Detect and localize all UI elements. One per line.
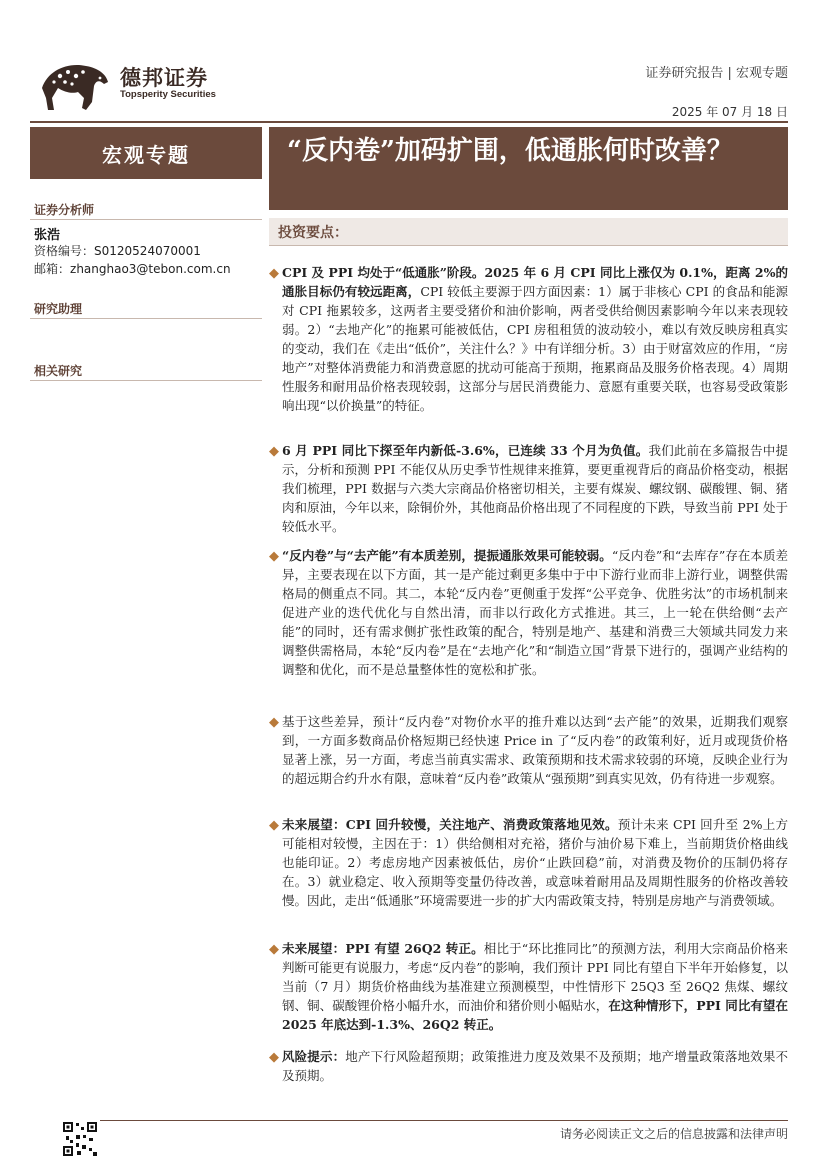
paragraph-body: 基于这些差异，预计“反内卷”对物价水平的推升难以达到“去产能”的效果，近期我们观察到，一方面多数商品价格短期已经快速 Price in 了“反内卷”的政策利好，近月或现货价格显著上涨，另一方面，考虑当前真实需求、政策预期和技术需求较弱的环境，反映企业行为的超远期合约升水有限，意味着“反内卷”政策从“强预期”到真实见效，仍有待进一步观察。	[282, 714, 788, 786]
email-link[interactable]: zhanghao3@tebon.com.cn	[70, 262, 231, 276]
footer-divider	[100, 1120, 788, 1121]
related-research-heading: 相关研究	[34, 364, 83, 378]
diamond-bullet-icon: ◆	[269, 444, 279, 459]
paragraph-body: 地产下行风险超预期；政策推进力度及效果不及预期；地产增量政策落地效果不及预期。	[282, 1049, 788, 1083]
cert-label: 资格编号：	[34, 244, 95, 258]
paragraph-lead: 未来展望：PPI 有望 26Q2 转正。	[282, 941, 484, 956]
cert-value: S0120524070001	[94, 244, 201, 258]
brand-name-english: Topsperity Securities	[120, 89, 216, 100]
sidebar-divider	[30, 318, 262, 319]
key-point-paragraph	[269, 546, 789, 679]
key-point-paragraph	[269, 712, 788, 788]
diamond-bullet-icon: ◆	[269, 942, 279, 957]
sidebar-divider	[30, 219, 262, 220]
qr-code-icon	[62, 1121, 98, 1157]
key-points-heading: 投资要点：	[278, 225, 348, 241]
diamond-bullet-icon: ◆	[269, 1050, 279, 1065]
paragraph-lead: CPI 及 PPI 均处于“低通胀”阶段。2025 年 6 月 CPI 同比上涨仅为 0.1%，距离 2%的通胀目标仍有较远距离，	[282, 265, 788, 299]
diamond-bullet-icon: ◆	[269, 549, 279, 564]
paragraph-body: CPI 较低主要源于四方面因素：1）属于非核心 CPI 的食品和能源对 CPI 拖累较多，这两者主要受猪价和油价影响，两者受供给侧因素影响今年以来表现较弱。2）“去地产化”的拖累可能被低估，CPI 房租租赁的波动较小，难以有效反映房租真实的变动，我们在《走出“低价”，关注什么？》中有详细分析。3）由于财富效应的作用，“房地产”对整体消费能力和消费意愿的扰动可能高于预期，拖累商品及服务价格表现。4）周期性服务和耐用品价格表现较弱，这部分与居民消费能力、意愿有重要关联，也容易受政策影响出现“以价换量”的特征。	[282, 284, 788, 413]
topic-banner: 宏观专题	[30, 127, 262, 179]
analyst-heading: 证券分析师	[34, 203, 95, 217]
cert-number	[34, 242, 201, 259]
paragraph-lead: “反内卷”与“去产能”有本质差别，提振通胀效果可能较弱。	[282, 548, 612, 563]
paragraph-body: 相比于“环比推同比”的预测方法，利用大宗商品价格来判断可能更有说服力，考虑“反内卷”的影响，我们预计 PPI 同比有望自下半年开始修复，以当前（7 月）期货价格曲线为基准建立预测模型，中性情形下 25Q3 至 26Q2 焦煤、螺纹钢、铜、碳酸锂价格小幅升水，而油价和猪价则小幅贴水，	[282, 941, 788, 1013]
key-point-paragraph	[269, 815, 788, 910]
diamond-bullet-icon: ◆	[269, 715, 279, 730]
header-divider	[30, 121, 788, 123]
leopard-logo-icon	[38, 58, 110, 114]
analyst-name: 张浩	[34, 228, 61, 243]
diamond-bullet-icon: ◆	[269, 818, 279, 833]
report-type-tag: 证券研究报告 | 宏观专题	[645, 66, 788, 81]
paragraph-body: “反内卷”和“去库存”存在本质差异，主要表现在以下方面，其一是产能过剩更多集中于中下游行业而非上游行业，调整供需格局的侧重点不同。其二，本轮“反内卷”更侧重于发挥“公平竞争、优胜劣汰”的市场机制来促进产业的迭代优化与自然出清，而非以行政化方式推进。其三，上一轮在供给侧“去产能”的同时，还有需求侧扩张性政策的配合，特别是地产、基建和消费三大领域共同发力来调整供需格局，本轮“反内卷”是在“去地产化”和“制造立国”背景下进行的，强调产业结构的调整和优化，而不是总量整体性的宽松和扩张。	[282, 548, 789, 677]
legal-disclaimer-link[interactable]: 请务必阅读正文之后的信息披露和法律声明	[559, 1127, 788, 1141]
email-label: 邮箱：	[34, 262, 71, 276]
report-date: 2025 年 07 月 18 日	[671, 105, 788, 119]
paragraph-lead: 未来展望：CPI 回升较慢，关注地产、消费政策落地见效。	[282, 817, 618, 832]
paragraph-body: 我们此前在多篇报告中提示，分析和预测 PPI 不能仅从历史季节性规律来推算，要更重视背后的商品价格变动，根据我们梳理，PPI 数据与六类大宗商品价格密切相关，主要有煤炭、螺纹钢、碳酸锂、铜、猪肉和原油，今年以来，除铜价外，其他商品价格出现了不同程度的下跌，导致当前 PPI 处于较低水平。	[282, 443, 788, 534]
key-point-paragraph	[269, 441, 788, 536]
key-point-paragraph	[269, 263, 788, 415]
paragraph-conclusion: 在这种情形下，PPI 同比有望在 2025 年底达到-1.3%、26Q2 转正。	[282, 998, 788, 1032]
paragraph-lead: 风险提示：	[282, 1049, 346, 1064]
diamond-bullet-icon: ◆	[269, 266, 279, 281]
key-point-paragraph	[269, 1047, 788, 1085]
analyst-email	[34, 260, 231, 277]
key-point-paragraph	[269, 939, 788, 1034]
sidebar-divider	[30, 380, 262, 381]
paragraph-body: 预计未来 CPI 回升至 2%上方可能相对较慢，主因在于：1）供给侧相对充裕，猪价与油价易下难上，当前期货价格曲线也能印证。2）考虑房地产因素被低估，房价“止跌回稳”前，对消费及物价的压制仍将存在。3）就业稳定、收入预期等变量仍待改善，或意味着耐用品及周期性服务的价格改善较慢。因此，走出“低通胀”环境需要进一步的扩大内需政策支持，特别是房地产与消费领域。	[282, 817, 788, 908]
assistant-heading: 研究助理	[34, 302, 83, 316]
brand-name: 德邦证券	[120, 66, 208, 90]
paragraph-lead: 6 月 PPI 同比下探至年内新低-3.6%，已连续 33 个月为负值。	[282, 443, 649, 458]
report-title: “反内卷”加码扩围，低通胀何时改善？	[269, 127, 788, 210]
